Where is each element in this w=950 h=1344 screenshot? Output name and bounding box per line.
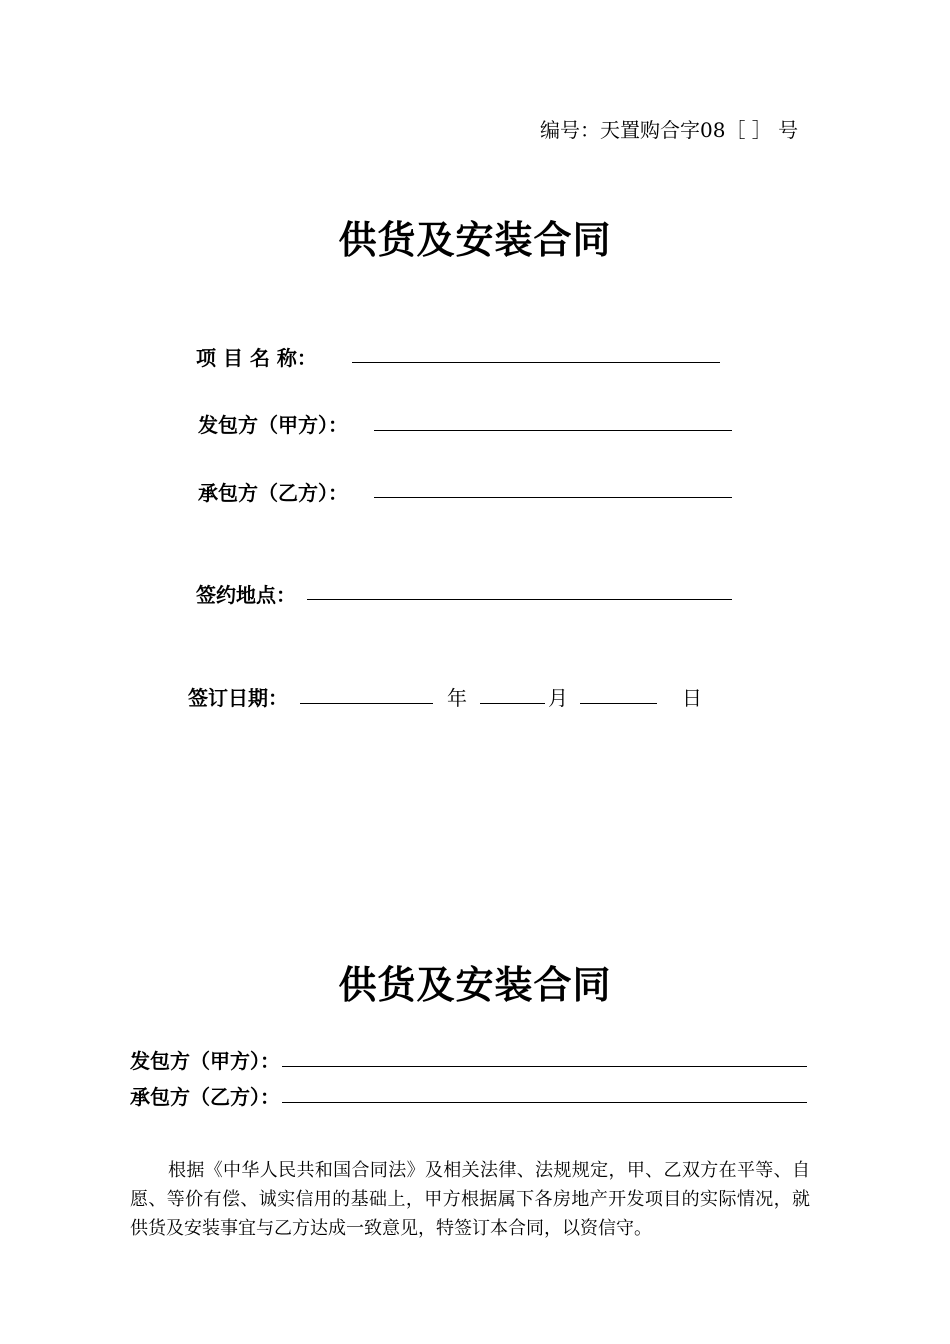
body-party-a-field[interactable] — [282, 1066, 807, 1067]
signing-place-label: 签约地点： — [196, 583, 296, 607]
cover-party-a-label: 发包方（甲方）： — [198, 413, 348, 437]
body-title: 供货及安装合同 — [338, 962, 612, 1007]
body-party-a-label: 发包方（甲方）： — [130, 1049, 280, 1073]
day-unit: 日 — [682, 686, 702, 710]
document-number: 编号：天置购合字08［ ］ 号 — [540, 118, 799, 142]
signing-place-field[interactable] — [307, 599, 732, 600]
body-party-b-field[interactable] — [282, 1102, 807, 1103]
cover-party-b-field[interactable] — [374, 497, 732, 498]
body-party-b-label: 承包方（乙方）： — [130, 1085, 280, 1109]
cover-party-a-field[interactable] — [374, 430, 732, 431]
project-name-field[interactable] — [352, 362, 720, 363]
signing-year-field[interactable] — [300, 703, 433, 704]
signing-date-label: 签订日期： — [188, 686, 288, 710]
project-name-label: 项 目 名 称： — [196, 346, 317, 370]
signing-day-field[interactable] — [580, 703, 657, 704]
signing-month-field[interactable] — [480, 703, 545, 704]
year-unit: 年 — [447, 686, 467, 710]
cover-party-b-label: 承包方（乙方）： — [198, 481, 348, 505]
intro-paragraph: 根据《中华人民共和国合同法》及相关法律、法规规定，甲、乙双方在平等、自愿、等价有偿、诚实信用的基础上，甲方根据属下各房地产开发项目的实际情况，就供货及安装事宜与乙方达成一致意见，特签订本合同，以资信守。 — [130, 1160, 810, 1239]
cover-title: 供货及安装合同 — [338, 217, 612, 262]
month-unit: 月 — [548, 686, 568, 710]
